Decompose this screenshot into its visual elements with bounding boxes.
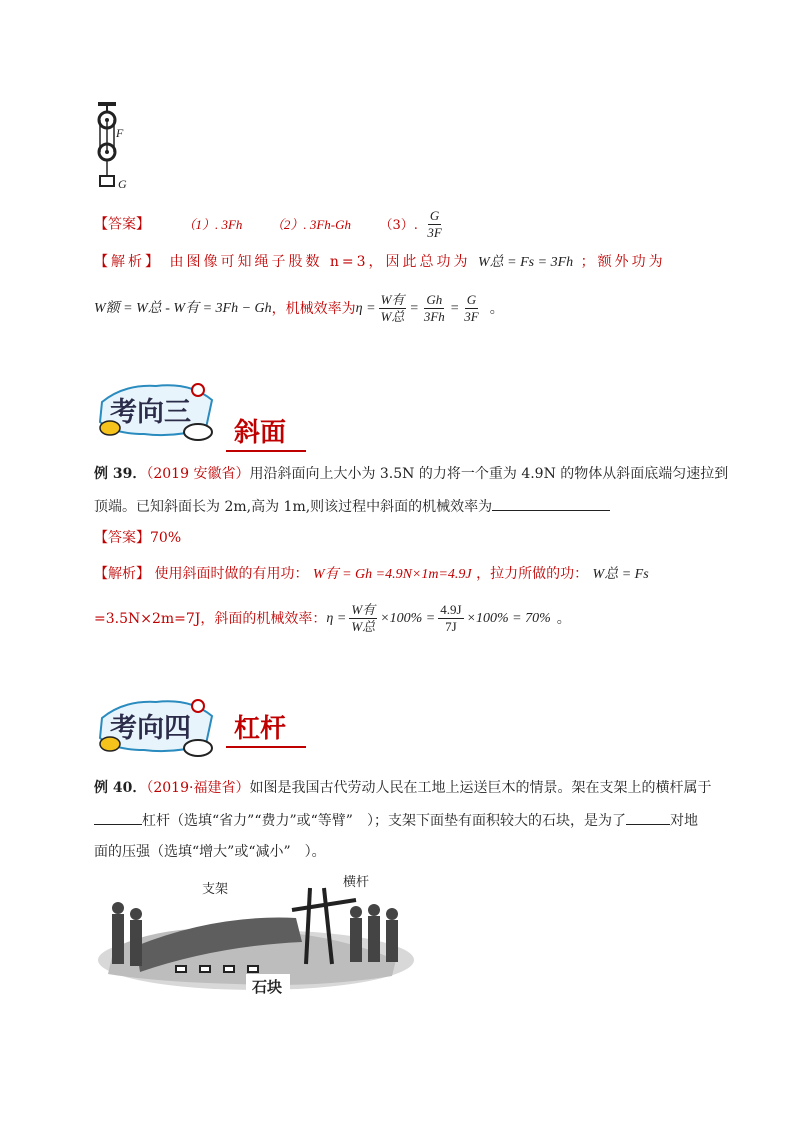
example-39-text-1: 用沿斜面向上大小为 3.5N 的力将一个重为 4.9N 的物体从斜面底端匀速拉到	[249, 466, 729, 482]
answer-tag: 【答案】	[94, 216, 150, 233]
stone-label: 石块	[252, 978, 283, 996]
analysis-2-line-1	[94, 564, 649, 585]
example-39-line-1	[94, 464, 728, 484]
section-4-tag: 考向四	[110, 713, 191, 744]
fraction-work-2: $\frac{\text{W有}}{\text{W总}}$	[351, 602, 376, 634]
multiplier-1: ×100% =	[380, 610, 436, 626]
period: 。	[489, 300, 504, 317]
total-work-formula-2: W总 = Fs	[592, 567, 649, 582]
section-3-tag: 考向三	[110, 397, 191, 428]
example-40-text-2b: 对地	[669, 813, 698, 829]
multiplier-2: ×100% = 70%	[466, 610, 551, 626]
fraction-joules: $\frac{4.9J}{7J}$	[440, 602, 462, 634]
example-40-source: （2019·福建省）	[146, 780, 250, 796]
extra-work-formula: W额 = W总 - W有 = 3Fh − Gh	[94, 300, 272, 316]
eta-symbol: η =	[355, 300, 376, 316]
example-40-text-1: 如图是我国古代劳动人民在工地上运送巨木的情景。架在支架上的横杆属于	[249, 780, 712, 796]
analysis-2-text-2: =3.5N×2m=7J，斜面的机械效率：	[94, 610, 327, 627]
analysis-1-line-2: W额 = W总 - W有 = 3Fh − Gh ，机械效率为 η = $\frac{\text{W有}}{\text{W总}}$ = $\frac{Gh}{3Fh}$ = $\frac{G}{3F}$ 。	[94, 292, 504, 324]
analysis-2-mid: ，拉力所做的功：	[476, 566, 589, 582]
answer-2	[94, 528, 181, 548]
answer-blank	[492, 496, 610, 511]
crossbar-label: 横杆	[343, 875, 370, 890]
pressure-blank	[626, 810, 670, 825]
total-work-formula: W总 = Fs = 3Fh	[478, 255, 574, 270]
weight-label: G	[118, 177, 127, 191]
example-40-line-2	[94, 810, 698, 831]
example-40-text-2a: 杠杆（选填“省力”“费力”或“等臂” ）；支架下面垫有面积较大的石块，是为了	[142, 813, 626, 829]
eta-symbol-2: η =	[326, 610, 347, 626]
analysis-2-text: 使用斜面时做的有用功：	[154, 566, 309, 582]
analysis-1-text: 由图像可知绳子股数 n=3，因此总功为	[169, 254, 471, 270]
example-39-line-2	[94, 496, 610, 517]
answer-2-value: 70%	[150, 530, 182, 546]
example-40-line-1	[94, 778, 711, 798]
force-label: F	[116, 126, 124, 140]
lever-type-blank	[94, 810, 142, 825]
example-39-label: 例 39．	[94, 466, 147, 482]
example-39-source: （2019 安徽省）	[146, 466, 250, 482]
analysis-1-mid: ；额外功为	[580, 254, 666, 270]
section-3-title: 斜面	[226, 416, 306, 452]
useful-work-formula: W有 = Gh =4.9N×1m=4.9J	[312, 567, 472, 582]
analysis-1-line-1	[94, 252, 666, 273]
example-39-text-2: 顶端。已知斜面长为 2m,高为 1m,则该过程中斜面的机械效率为	[94, 499, 493, 515]
answer-part-3-prefix: （3）.	[379, 217, 418, 233]
answer-2-tag: 【答案】	[94, 530, 150, 546]
fraction-g: $\frac{G}{3F}$	[464, 292, 479, 324]
fraction-gh: $\frac{Gh}{3Fh}$	[423, 292, 445, 324]
support-label: 支架	[202, 882, 229, 897]
answer-part-1: （1）. 3Fh	[182, 216, 243, 232]
analysis-2-tag: 【解析】	[94, 566, 150, 582]
answer-1	[94, 208, 447, 241]
period-2: 。	[556, 610, 571, 627]
example-40-line-3	[94, 842, 326, 862]
analysis-2-line-2	[94, 602, 571, 635]
analysis-tag: 【解析】	[94, 254, 162, 270]
example-40-text-3: 面的压强（选填“增大”或“减小” ）。	[94, 844, 326, 860]
fraction-work: $\frac{\text{W有}}{\text{W总}}$	[380, 292, 405, 324]
efficiency-text: ，机械效率为	[271, 300, 356, 317]
answer-part-3-fraction: $\frac{G}{3F}$	[427, 208, 442, 240]
example-40-label: 例 40．	[94, 780, 147, 796]
answer-part-2: （2）. 3Fh-Gh	[270, 216, 352, 232]
section-4-title: 杠杆	[226, 712, 306, 748]
